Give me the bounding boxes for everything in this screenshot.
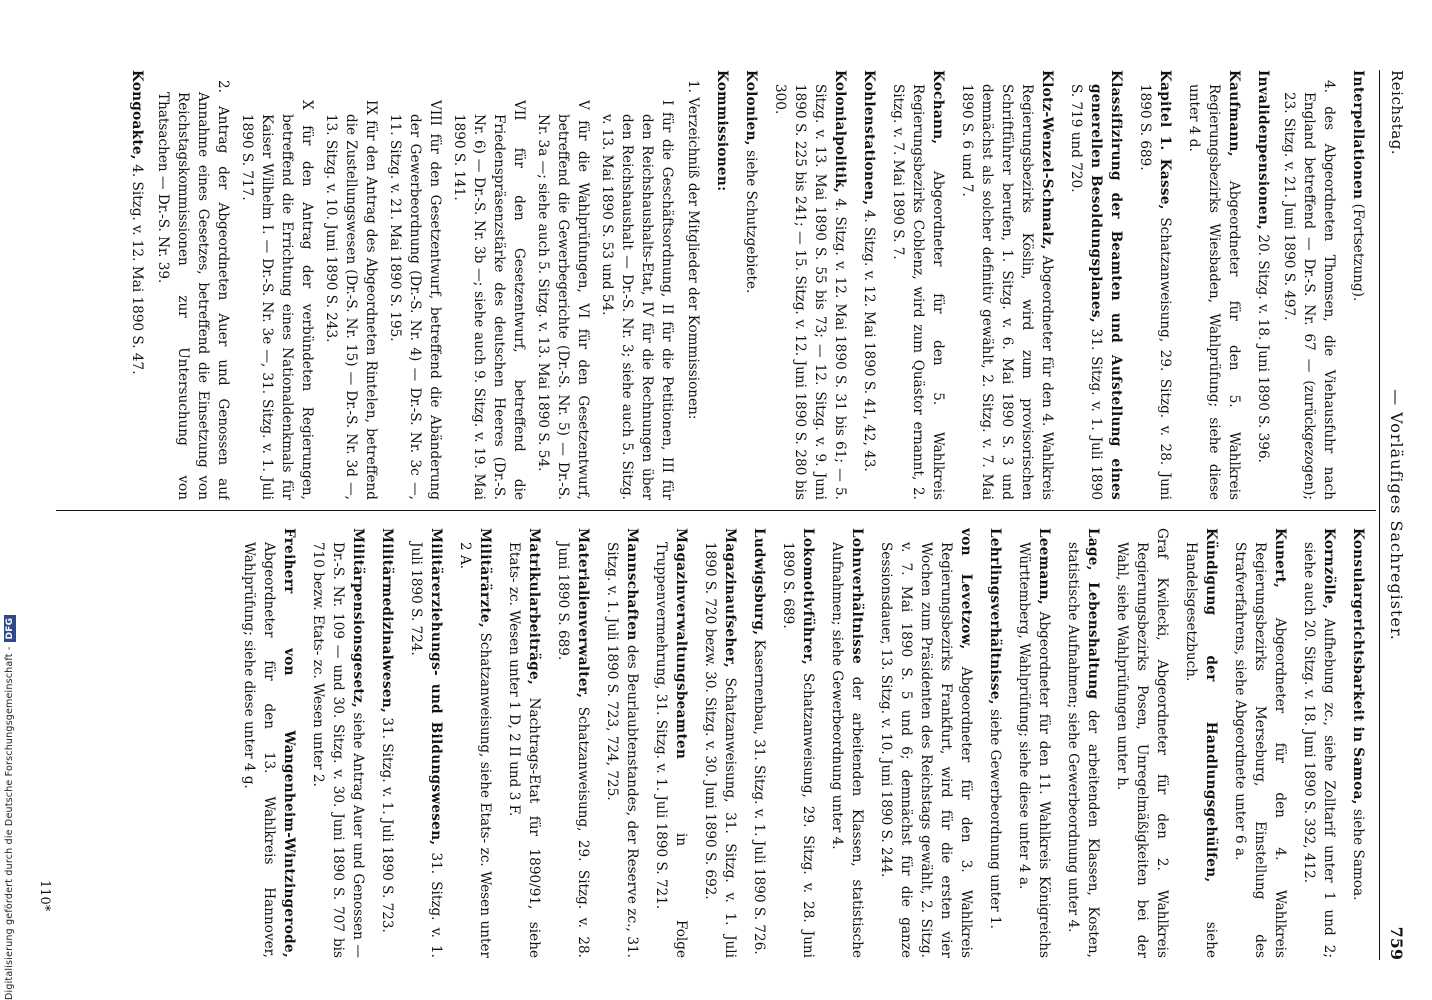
entry-keyword: Kohlenstationen, [861,70,877,206]
page-number: 759 [1387,926,1406,960]
entry-text: Schatzanweisung, 29. Sitzg. v. 28. Juni 1890 S. 689. [555,542,591,958]
index-subentry [321,70,381,500]
index-entry [1112,528,1172,958]
entry-keyword: Lokomotivführer, [800,528,816,666]
entry-keyword: Kommissionen: [714,70,730,192]
entry-keyword: Interpellationen [1350,70,1366,200]
entry-text: Aufhebung zc., siehe Zolltarif unter 1 und 2; siehe auch 20. Sitzg. v. 18. Juni 1890 S. 392, 412. [1301,542,1337,958]
index-subentry [533,70,593,500]
index-entry [127,70,147,500]
entry-keyword: Militärärzte, [477,528,493,629]
entry-keyword: Kornzölle, [1321,528,1337,610]
index-entry [712,70,732,500]
subentry-text: 1. Verzeichniß der Mitglieder der Kommissionen: [685,80,701,420]
entry-text: 20. Sitzg. v. 18. Juni 1890 S. 396. [1255,230,1271,463]
index-entry [553,528,593,958]
entry-text: Nachtrags-Etat für 1890/91, siehe Etats- zc. Wesen unter 1 D, 2 II und 3 F. [506,542,542,958]
index-entry [504,528,544,958]
entry-keyword: Lohnverhältnisse [849,528,865,665]
entry-text: 31. Sitzg. v. 1. Juli 1890 S. 724. [408,542,444,958]
entry-text: (Fortsetzung). [1350,199,1366,302]
entry-keyword: Lehrlingsverhältnisse, [987,528,1003,705]
entry-text: 31. Sitzg. v. 1. Juli 1890 S. 723. [379,713,395,933]
index-subentry [385,70,445,500]
index-entry [406,528,446,958]
entry-text: siehe Gewerbeordnung unter 1. [987,704,1003,929]
subentry-text: X für den Antrag der verbündeten Regierungen, betreffend die Errichtung eines Nationaldenkmals für Kaiser Wilhelm I. — Dr.-S. Nr. 3e —, 31. Sitzg. v. 1. Juli 1890 S. 717. [239,100,315,500]
left-column [58,70,1368,500]
index-entry [1230,528,1290,958]
index-entry [1014,528,1054,958]
index-entry [778,528,818,958]
dfg-logo-icon: DFG [4,615,16,643]
index-entry [1135,70,1175,500]
entry-keyword: Kolonialpolitik, [832,70,848,194]
entry-text: siehe Handelsgesetzbuch. [1183,542,1219,958]
index-entry [1063,528,1103,958]
header-title: — Vorläufiges Sachregister. [1387,389,1406,641]
entry-text: Schatzanweisung, 31. Sitzg. v. 1. Juli 1890 S. 720 bezw. 30. Sitzg. v. 30. Juni 1890 S. 692. [702,542,738,958]
index-subentry [683,70,703,500]
subentry-text: 4. des Abgeordneten Thomsen, die Viehausfuhr nach England betreffend — Dr.-S. Nr. 67 — (zurückgezogen); 23. Sitzg. v. 21. Juni 1890 S. 497. [1281,80,1337,500]
index-subentry [449,70,529,500]
subentry-text: IX für den Antrag des Abgeordneten Rintelen, betreffend die Zustellungswesen (Dr.-S. Nr. 15) — Dr.-S. Nr. 3d —, 13. Sitzg. v. 10. Juni 1890 S. 243. [323,100,379,500]
subentry-text: I für die Geschäftsordnung, II für die Petitionen, III für den Reichshaushalts-Etat, IV für die Rechnungen über den Reichshaushalt — Dr.-S. Nr. 3; siehe auch 5. Sitzg. v. 13. Mai 1890 S. 53 und 54. [599,100,675,500]
entry-keyword: Magazinverwaltungsbeamten [673,528,689,760]
entry-text: des Beurlaubtenstandes, der Reserve zc., 31. Sitzg. v. 1. Juli 1890 S. 723, 724, 725. [604,542,640,958]
entry-text: der arbeitenden Klassen, Kosten, statistische Aufnahmen; siehe Gewerbeordnung unter 4. [1065,542,1101,958]
entry-text: siehe Samoa. [1350,804,1366,901]
entry-keyword: Kunert, [1272,528,1288,589]
entry-text: Graf Kwilecki, Abgeordneter für den 2. Wahlkreis Regierungsbezirks Posen, Unregelmäßigkeiten bei der Wahl, siehe Wahlprüfungen unter h. [1114,528,1170,958]
index-subentry [237,70,317,500]
entry-keyword: Kochann, [930,70,946,145]
entry-keyword: Militärmedizinalwesen, [379,528,395,714]
entry-text: Abgeordneter für den 4. Wahlkreis Regierungsbezirks Köslin, wird zum provisorischen Schriftführer berufen, 1. Sitzg. v. 6. Mai 1890 S. 3 und demnächst als solcher definitiv gewählt, 2. Sitzg. v. 7. Mai 1890 S. 6 und 7. [959,84,1055,500]
right-column [58,528,1368,958]
entry-keyword: Magazinaufseher, [722,528,738,669]
entry-keyword: Militärpensionsgesetz, [350,528,366,709]
index-entry [770,70,850,500]
subentry-text: 2. Antrag der Abgeordneten Auer und Genossen auf Annahme eines Gesetzes, betreffend die Einsetzung von Reichstagskommissionen zur Untersuchung von Thatsachen — Dr.-S. Nr. 39. [155,80,231,500]
entry-text: Abgeordneter für den 4. Wahlkreis Regierungsbezirks Merseburg, Einstellung des Strafverfahrens, siehe Abgeordnete unter 6 a. [1232,542,1288,958]
index-entry [1348,70,1368,500]
entry-text: Schatzanweisung, siehe Etats- zc. Wesen unter 2 A. [457,542,493,958]
entry-text: 4. Sitzg. v. 12. Mai 1890 S. 31 bis 61; — 5. Sitzg. v. 13. Mai 1890 S. 55 bis 73; — 12. Sitzg. v. 9. Juni 1890 S. 225 bis 241; — 15. Sitzg. v. 12. Juni 1890 S. 280 bis 300. [772,84,848,500]
index-entry [888,70,948,500]
index-entry [985,528,1005,958]
digitization-note [4,0,24,1000]
index-subentry [153,70,233,500]
page-header [1376,70,1406,960]
column-rule [56,510,1376,511]
entry-keyword: Klassifizirung der Beamten und Aufstellung eines generellen Besoldungsplanes, [1088,70,1124,500]
index-entry [1181,528,1221,958]
digitization-text: Digitalisierung gefördert durch die Deutsche Forschungsgemeinschaft - [4,646,15,1000]
entry-keyword: Freiherr von Wangenheim-Wintzingerode, [281,528,297,958]
header-rule [1379,70,1380,960]
entry-text: Schatzanweisung, 29. Sitzg. v. 28. Juni 1890 S. 689. [1137,84,1173,500]
index-entry [876,528,976,958]
entry-text: 4. Sitzg. v. 12. Mai 1890 S. 47. [129,159,145,375]
subentry-text: VIII für den Gesetzentwurf, betreffend die Abänderung der Gewerbeordnung (Dr.-S. Nr. 4) — Dr.-S. Nr. 3c —, 11. Sitzg. v. 21. Mai 1890 S. 195. [387,100,443,500]
index-entry [700,528,740,958]
entry-text: Abgeordneter für den 5. Wahlkreis Regierungsbezirks Wiesbaden, Wahlprüfung; siehe diese unter 4 d. [1186,84,1242,500]
entry-text: siehe Schutzgebiete. [743,145,759,294]
entry-keyword: Konsulargerichtsbarkeit in Samoa, [1350,528,1366,805]
entry-text: Abgeordneter für den 13. Wahlkreis Hannover, Wahlprüfung; siehe diese unter 4 g. [241,542,277,958]
entry-text: Abgeordneter für den 11. Wahlkreis Königreichs Württemberg, Wahlprüfung; siehe diese unter 4 a. [1016,542,1052,958]
index-subentry [1279,70,1339,500]
index-entry [749,528,769,958]
entry-keyword: Matrikularbeiträge, [526,528,542,686]
entry-keyword: Leemann, [1036,528,1052,605]
index-entry [1184,70,1244,500]
index-entry [1348,528,1368,958]
index-entry [741,70,761,500]
index-entry [651,528,691,958]
entry-text: siehe Antrag Auer und Genossen — Dr.-S. Nr. 109 — und 30. Sitzg. v. 30. Juni 1890 S. 707 bis 710 bezw. Etats- zc. Wesen unter 2. [310,542,366,958]
index-entry [859,70,879,500]
entry-text: Kasernenbau, 31. Sitzg. v. 1. Juli 1890 S. 726. [751,635,767,955]
subentry-text: VII für den Gesetzentwurf, betreffend die Friedenspräsenzstärke des deutschen Heeres (Dr.-S. Nr. 6) — Dr.-S. Nr. 3b —; siehe auch 9. Sitzg. v. 19. Mai 1890 S. 141. [451,100,527,500]
entry-keyword: Kolonien, [743,70,759,146]
signature-mark: 110* [37,880,52,912]
entry-text: 4. Sitzg. v. 12. Mai 1890 S. 41, 42, 43. [861,205,877,472]
index-entry [455,528,495,958]
entry-keyword: von Levetzow, [958,528,974,650]
index-entry [1066,70,1126,500]
entry-keyword: Kongoakte, [129,70,145,160]
entry-keyword: Materialienverwalter, [575,528,591,699]
entry-keyword: Klotz-Wenzel-Schmalz, [1039,70,1055,250]
entry-keyword: Ludwigsburg, [751,528,767,636]
entry-text: in Folge Truppenvermehrung, 31. Sitzg. v. 1. Juli 1890 S. 721. [653,542,689,958]
index-entry [1253,70,1273,500]
index-entry [377,528,397,958]
entry-text: 31. Sitzg. v. 1. Juli 1890 S. 719 und 720. [1068,84,1104,500]
entry-text: der arbeitenden Klassen, statistische Aufnahmen; siehe Gewerbeordnung unter 4. [829,542,865,958]
entry-keyword: Kündigung der Handlungsgehülfen, [1203,528,1219,883]
entry-keyword: Militärerziehungs- und Bildungswesen, [428,528,444,846]
entry-text: Abgeordneter für den 3. Wahlkreis Regierungsbezirks Frankfurt, wird für die ersten vier Wochen zum Präsidenten des Reichstags gewählt, 2. Sitzg. v. 7. Mai 1890 S. 5 und 6; demnächst für die ganze Sessionsdauer, 13. Sitzg. v. 10. Juni 1890 S. 244. [878,542,974,958]
index-entry [239,528,299,958]
entry-keyword: Kaufmann, [1226,70,1242,157]
entry-keyword: Invalidenpensionen, [1255,70,1271,231]
entry-keyword: Mannschaften [624,528,640,641]
index-subentry [597,70,677,500]
entry-text: Schatzanweisung, 29. Sitzg. v. 28. Juni 1890 S. 689. [780,542,816,958]
index-entry [1299,528,1339,958]
index-entry [602,528,642,958]
index-entry [827,528,867,958]
subentry-text: V für die Wahlprüfungen, VI für den Gesetzentwurf, betreffend die Gewerbegerichte (Dr.-S. Nr. 5) — Dr.-S. Nr. 3a —; siehe auch 5. Sitzg. v. 13. Mai 1890 S. 54. [535,100,591,500]
index-entry [308,528,368,958]
index-entry [957,70,1057,500]
entry-text: Abgeordneter für den 5. Wahlkreis Regierungsbezirks Coblenz, wird zum Quästor ernannt, 2. Sitzg. v. 7. Mai 1890 S. 7. [890,84,946,500]
entry-keyword: Kapitel 1. Kasse, [1157,70,1173,210]
entry-keyword: Lage, Lebenshaltung [1085,528,1101,700]
header-left: Reichstag. [1388,70,1406,156]
